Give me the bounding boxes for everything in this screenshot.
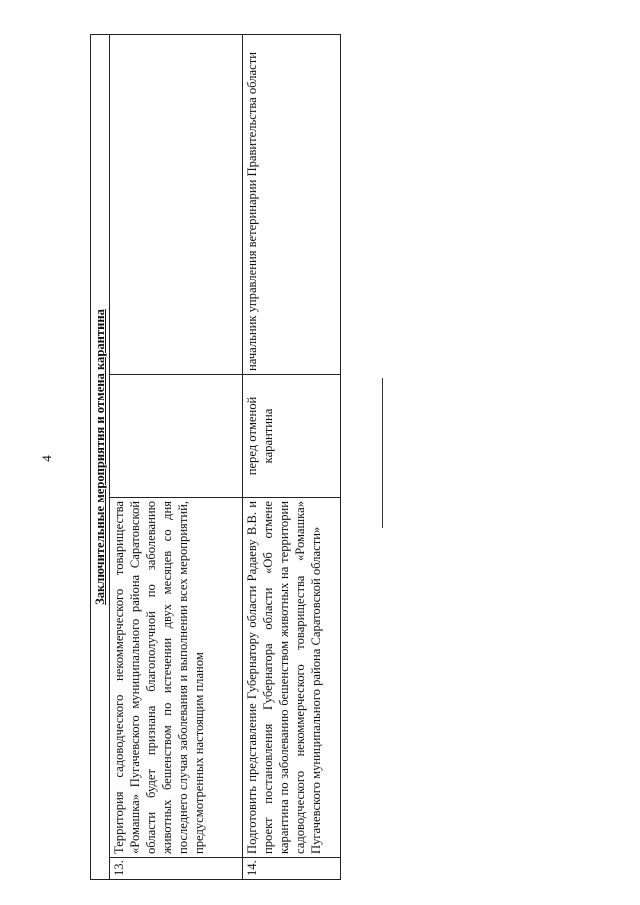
closing-line (382, 378, 383, 528)
row-description: Подготовить представление Губернатору области Радаеву В.В. и проект постановления Губернатора области «Об отмене карантина по заболеванию бешенством животных на территории садоводческого некоммерческого товарищества «Ромашка» Пугачевского муниципального района Саратовской области» (243, 498, 341, 858)
row-responsible: начальник управления ветеринарии Правительства области (243, 35, 341, 375)
row-number: 13. (110, 858, 243, 880)
page-number: 4 (38, 455, 54, 462)
row-description: Территория садоводческого некоммерческого товарищества «Ромашка» Пугачевского муниципального района Саратовской области будет признана благополучной по заболеванию животных бешенством по истечении двух месяцев со дня последнего случая заболевания и выполнении всех мероприятий, предусмотренных настоящим планом (110, 498, 243, 858)
row-term (110, 375, 243, 498)
row-term: перед отменой карантина (243, 375, 341, 498)
section-title: Заключительные мероприятия и отмена карантина (91, 35, 110, 880)
plan-table (90, 34, 341, 880)
table-row (110, 35, 243, 880)
table-row (243, 35, 341, 880)
row-responsible (110, 35, 243, 375)
row-number: 14. (243, 858, 341, 880)
rotated-page-content (90, 35, 335, 880)
